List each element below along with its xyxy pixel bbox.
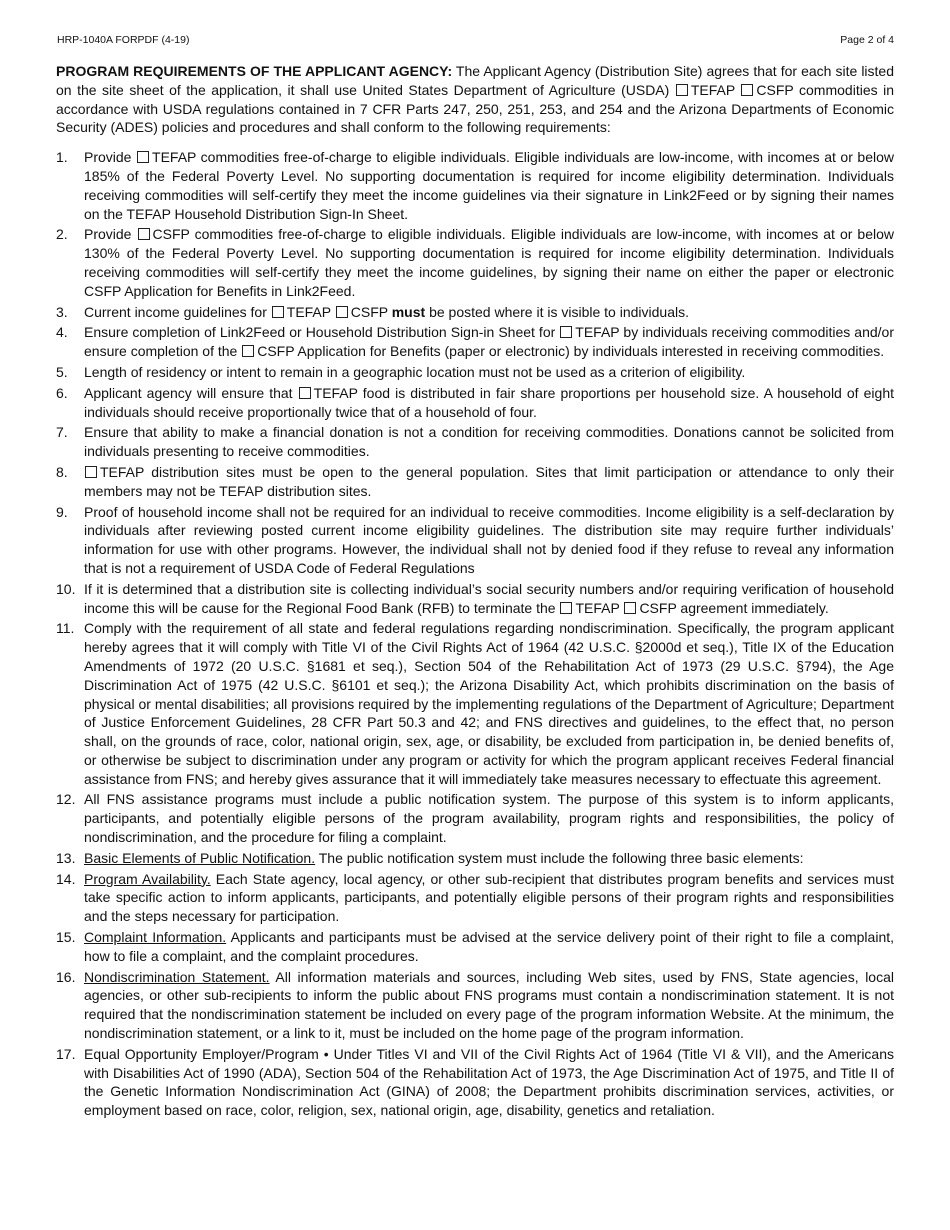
form-id: HRP-1040A FORPDF (4-19) <box>57 34 190 46</box>
csfp-checkbox[interactable] <box>741 84 753 96</box>
page-header <box>57 34 894 46</box>
list-item: 16. Nondiscrimination Statement. All information materials and sources, including Web sites, used by FNS, State agencies, local agencies, or other sub-recipients to inform the public about FNS programs must contain a nondiscrimination statement. It is not required that the nondiscrimination statement be included on every page of the program information Website. At the minimum, the nondiscrimination statement, or a link to it, must be included on the home page of the program information. <box>56 968 894 1042</box>
list-item: 7. Ensure that ability to make a financial donation is not a condition for receiving commodities. Donations cannot be solicited from individuals presenting to receive commodities. <box>56 424 894 460</box>
tefap-checkbox[interactable] <box>137 151 149 163</box>
csfp-checkbox[interactable] <box>624 602 636 614</box>
tefap-checkbox[interactable] <box>560 602 572 614</box>
list-item: 5. Length of residency or intent to remain in a geographic location must not be used as a criterion of eligibility. <box>56 363 746 380</box>
list-item: 15. Complaint Information. Applicants and participants must be advised at the service delivery point of their right to file a complaint, how to file a complaint, and the complaint procedures. <box>56 929 895 964</box>
csfp-checkbox[interactable] <box>336 306 348 318</box>
list-item: 4. Ensure completion of Link2Feed or Household Distribution Sign-in Sheet for TEFAP by individuals receiving commodities and/or ensure completion of the CSFP Application for Benefits (paper or electronic) by individuals interested in receiving commodities. <box>56 324 894 360</box>
list-item: 12. All FNS assistance programs must include a public notification system. The purpose of this system is to inform applicants, participants, and potentially eligible persons of the program availability, program rights and responsibilities, the policy of nondiscrimination, and the procedure for filing a complaint. <box>56 791 894 846</box>
list-item: 17. Equal Opportunity Employer/Program • Under Titles VI and VII of the Civil Rights Act of 1964 (Title VI & VII), and the Americans with Disabilities Act of 1990 (ADA), Section 504 of the Rehabilitation Act of 1973, the Age Discrimination Act of 1975, and Title II of the Genetic Information Nondiscrimination Act (GINA) of 2008; the Department prohibits discrimination services, activities, or employment based on race, color, religion, sex, national origin, age, disability, genetics and retaliation. <box>56 1045 894 1119</box>
section-heading: PROGRAM REQUIREMENTS OF THE APPLICANT AGENCY: <box>56 63 453 79</box>
list-item: 13. Basic Elements of Public Notification. The public notification system must include the following three basic elements: <box>56 849 804 866</box>
page-number: Page 2 of 4 <box>840 34 894 46</box>
list-item: 6. Applicant agency will ensure that TEFAP food is distributed in fair share proportions per household size. A household of eight individuals should receive proportionally twice that of a household of four. <box>56 384 894 420</box>
list-item: 8. TEFAP distribution sites must be open to the general population. Sites that limit participation or attendance to only their members may not be TEFAP distribution sites. <box>56 463 894 499</box>
tefap-checkbox[interactable] <box>299 387 311 399</box>
tefap-checkbox[interactable] <box>85 466 97 478</box>
document-body <box>56 62 894 1122</box>
list-item: 10. If it is determined that a distribution site is collecting individual’s social security numbers and/or requiring verification of household income this will be cause for the Regional Food Bank (RFB) to terminate the TEFAP CSFP agreement immediately. <box>56 580 894 616</box>
tefap-checkbox[interactable] <box>272 306 284 318</box>
list-item: 11. Comply with the requirement of all state and federal regulations regarding nondiscrimination. Specifically, the program applicant hereby agrees that it will comply with Title VI of the Civil Rights Act of 1964 (42 U.S.C. §2000d et seq.), Title IX of the Education Amendments of 1972 (20 U.S.C. §1681 et seq.), Section 504 of the Rehabilitation Act of 1973 (29 U.S.C. §794), the Age Discrimination Act of 1975 (42 U.S.C. §6101 et seq.); the Arizona Disability Act, which prohibits discrimination on the basis of physical or mental disabilities; all provisions required by the implementing regulations of the Department of Agriculture; Department of Justice Enforcement Guidelines, 28 CFR Part 50.3 and 42; and FNS directives and guidelines, to the effect that, no person shall, on the grounds of race, color, national origin, sex, age, or disability, be excluded from participation in, be denied benefits of, or otherwise be subject to discrimination under any program or activity for which the program applicant receives Federal financial assistance from FNS; and hereby gives assurance that it will immediately take measures necessary to effectuate this agreement. <box>56 620 894 787</box>
csfp-checkbox[interactable] <box>138 228 150 240</box>
csfp-checkbox[interactable] <box>242 345 254 357</box>
intro-paragraph: PROGRAM REQUIREMENTS OF THE APPLICANT AGENCY: The Applicant Agency (Distribution Site) agrees that for each site listed on the site sheet of the application, it shall use United States Department of Agriculture (USDA) TEFAP CSFP commodities in accordance with USDA regulations contained in 7 CFR Parts 247, 250, 251, 253, and 254 and the Arizona Departments of Economic Security (ADES) policies and procedures and shall conform to the following requirements: <box>56 63 894 136</box>
tefap-checkbox[interactable] <box>676 84 688 96</box>
list-item: 9. Proof of household income shall not be required for an individual to receive commodities. Income eligibility is a self-declaration by individuals after reviewing posted current income eligibility guidelines. The distribution site may require further individuals’ information for use with other programs. However, the individual shall not by denied food if they refuse to reveal any information that is not a requirement of USDA Code of Federal Regulations <box>56 503 894 576</box>
list-item: 1. Provide TEFAP commodities free-of-charge to eligible individuals. Eligible individuals are low-income, with incomes at or below 185% of the Federal Poverty Level. No supporting documentation is required for income eligibility determination. Individuals receiving commodities will self-certify they meet the income guidelines via their signature in Link2Feed or by signing their names on the TEFAP Household Distribution Sign-In Sheet. <box>56 149 895 222</box>
list-item: 14. Program Availability. Each State agency, local agency, or other sub-recipient that distributes program benefits and services must take specific action to inform applicants, participants, and potentially eligible persons of their program rights and responsibilities and the steps necessary for participation. <box>56 870 894 925</box>
tefap-checkbox[interactable] <box>560 326 572 338</box>
list-item: 2. Provide CSFP commodities free-of-charge to eligible individuals. Eligible individuals are low-income, with incomes at or below 130% of the Federal Poverty Level. No supporting documentation is required for income eligibility determination. Individuals receiving commodities will self-certify they meet the income guidelines, by signing their name on either the paper or electronic CSFP Application for Benefits in Link2Feed. <box>56 226 895 299</box>
list-item: 3. Current income guidelines for TEFAP CSFP must be posted where it is visible to individuals. <box>56 303 689 320</box>
